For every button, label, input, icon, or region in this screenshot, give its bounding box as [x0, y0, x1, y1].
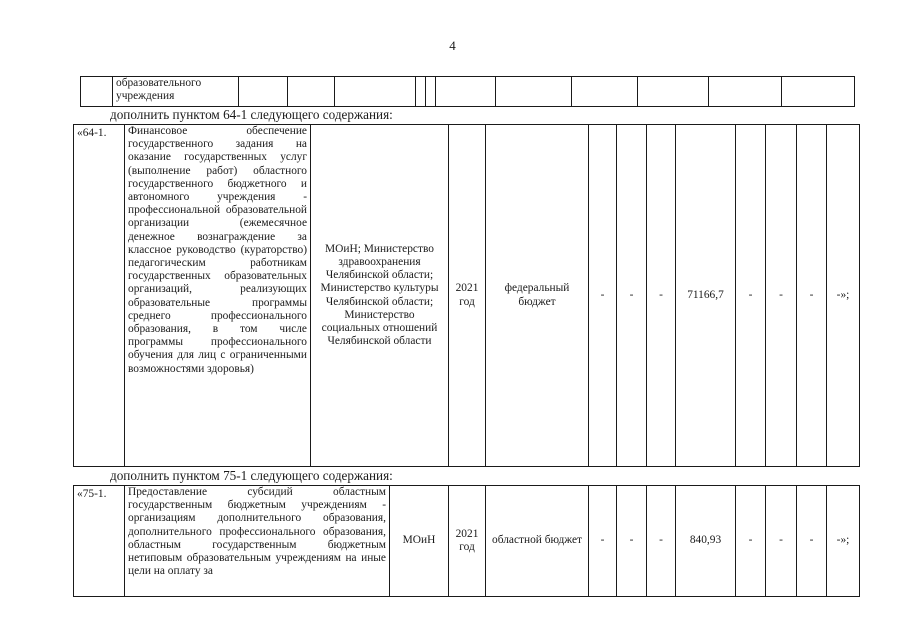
table-row [74, 125, 860, 467]
cell-year: 2021 год [449, 125, 486, 467]
cell-value: - [617, 486, 647, 597]
cell-name: образовательного учреждения [113, 77, 239, 107]
cell-empty [335, 77, 416, 107]
cell-empty [572, 77, 638, 107]
cell-value: 840,93 [676, 486, 736, 597]
cell-value: - [647, 125, 676, 467]
cell-empty [288, 77, 335, 107]
cell-executor: МОиН [390, 486, 449, 597]
cell-empty [782, 77, 855, 107]
amendment-heading-75-1: дополнить пунктом 75-1 следующего содержания: [110, 468, 393, 483]
cell-value: - [589, 125, 617, 467]
cell-source: федеральный бюджет [486, 125, 589, 467]
cell-value: - [647, 486, 676, 597]
cell-number [81, 77, 113, 107]
cell-end: -»; [827, 125, 860, 467]
cell-end: -»; [827, 486, 860, 597]
cell-executor: МОиН; Министерство здравоохранения Челябинской области; Министерство культуры Челябинской области; Министерство социальных отношений Челябинской области [311, 125, 449, 467]
table-row [74, 486, 860, 597]
cell-empty [496, 77, 572, 107]
cell-value: - [766, 486, 797, 597]
table-row [81, 77, 855, 107]
cell-empty [239, 77, 288, 107]
cell-source: областной бюджет [486, 486, 589, 597]
amendment-heading-64-1: дополнить пунктом 64-1 следующего содержания: [110, 107, 393, 122]
cell-value: - [736, 486, 766, 597]
cell-value: - [589, 486, 617, 597]
cell-value: - [797, 125, 827, 467]
cell-empty [426, 77, 436, 107]
cell-number: «75-1. [74, 486, 125, 597]
cell-empty [436, 77, 496, 107]
cell-value: - [797, 486, 827, 597]
cell-empty [709, 77, 782, 107]
cell-empty [638, 77, 709, 107]
cell-name: Предоставление субсидий областным государственным бюджетным учреждениям - организациям дополнительного образования, дополнительного профессионального образования, областным государственным бюджетным нетиповым образовательным учреждениям на иные цели на оплату за [125, 486, 390, 597]
cell-number: «64-1. [74, 125, 125, 467]
table-fragment-top [80, 76, 855, 107]
cell-value: - [766, 125, 797, 467]
cell-value: 71166,7 [676, 125, 736, 467]
table-row-75-1 [73, 485, 860, 597]
cell-value: - [617, 125, 647, 467]
cell-value: - [736, 125, 766, 467]
page-number: 4 [449, 38, 456, 53]
table-row-64-1 [73, 124, 860, 467]
cell-name: Финансовое обеспечение государственного задания на оказание государственных услуг (выполнение работ) областного государственного бюджетного и автономного учреждения - профессиональной образовательной организации (ежемесячное денежное вознаграждение за классное руководство (кураторство) педагогическим работникам государственных образовательных организаций, реализующих образовательные программы среднего профессионального образования, в том числе программы профессионального обучения для лиц с ограниченными возможностями здоровья) [125, 125, 311, 467]
cell-empty [416, 77, 426, 107]
cell-year: 2021 год [449, 486, 486, 597]
